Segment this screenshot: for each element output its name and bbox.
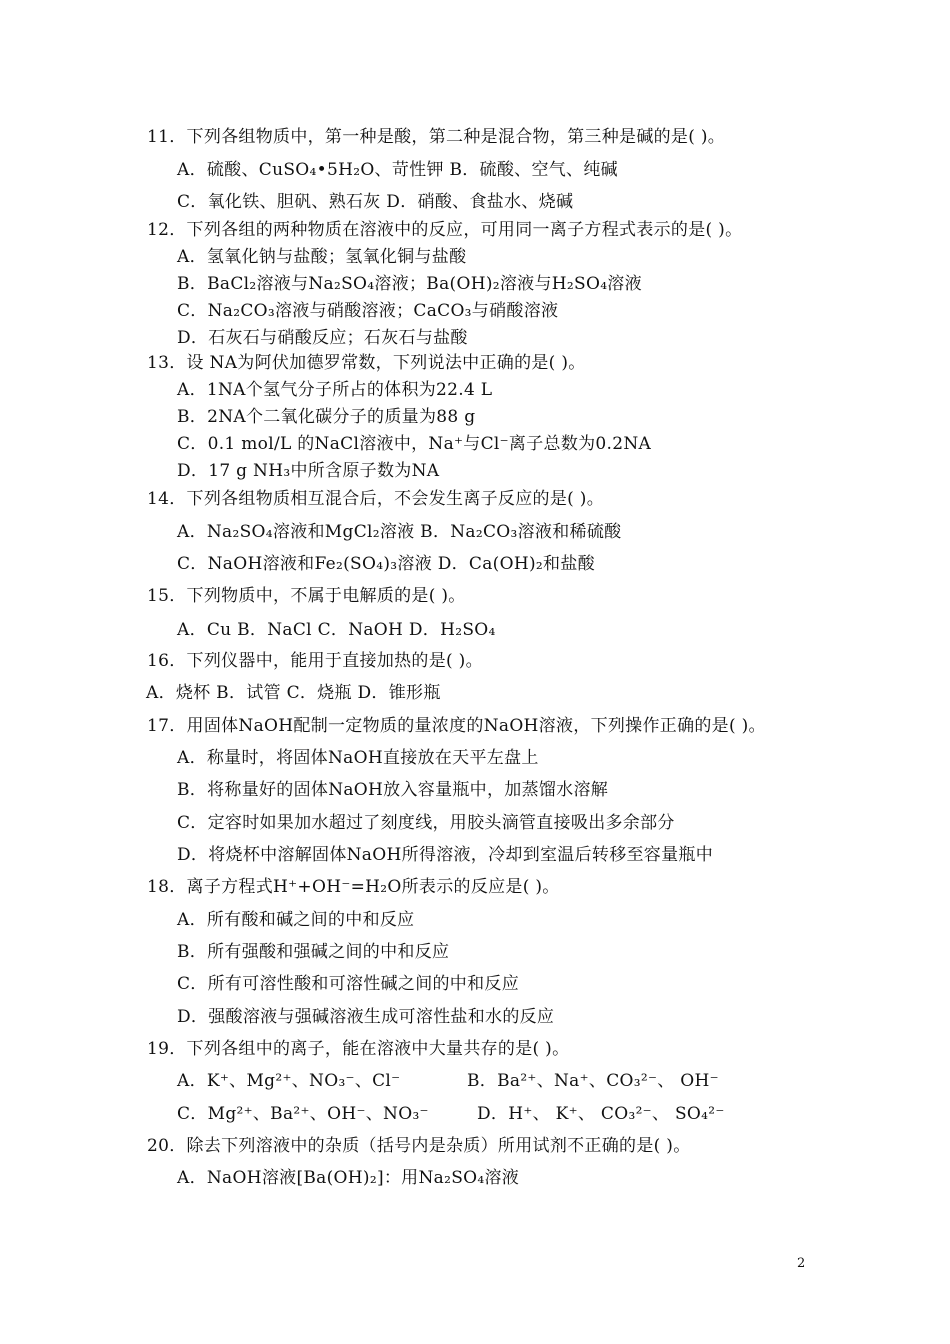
question-15-options: A．Cu B．NaCl C．NaOH D．H₂SO₄ [177,620,496,640]
question-19-option-d: D．H⁺、 K⁺、 CO₃²⁻、 SO₄²⁻ [477,1104,725,1124]
question-14-options-ab: A．Na₂SO₄溶液和MgCl₂溶液 B．Na₂CO₃溶液和稀硫酸 [177,522,622,542]
question-11-options-cd: C．氧化铁、胆矾、熟石灰 D．硝酸、食盐水、烧碱 [177,192,574,212]
question-12-option-b: B．BaCl₂溶液与Na₂SO₄溶液；Ba(OH)₂溶液与H₂SO₄溶液 [177,274,642,294]
question-17-option-a: A．称量时，将固体NaOH直接放在天平左盘上 [177,748,539,768]
question-14-options-cd: C．NaOH溶液和Fe₂(SO₄)₃溶液 D．Ca(OH)₂和盐酸 [177,554,595,574]
question-13-option-d: D．17 g NH₃中所含原子数为NA [177,461,440,481]
question-16-stem: 16．下列仪器中，能用于直接加热的是( )。 [147,651,483,671]
question-12-option-a: A．氢氧化钠与盐酸；氢氧化铜与盐酸 [177,247,467,267]
question-20-option-a: A．NaOH溶液[Ba(OH)₂]：用Na₂SO₄溶液 [177,1168,520,1188]
question-14-stem: 14．下列各组物质相互混合后，不会发生离子反应的是( )。 [147,489,604,509]
question-18-option-d: D．强酸溶液与强碱溶液生成可溶性盐和水的反应 [177,1007,555,1027]
question-11-stem: 11．下列各组物质中，第一种是酸，第二种是混合物，第三种是碱的是( )。 [147,127,726,147]
question-17-option-b: B．将称量好的固体NaOH放入容量瓶中，加蒸馏水溶解 [177,780,609,800]
question-12-option-d: D．石灰石与硝酸反应；石灰石与盐酸 [177,328,468,348]
question-15-stem: 15．下列物质中，不属于电解质的是( )。 [147,586,466,606]
question-16-options: A．烧杯 B．试管 C．烧瓶 D．锥形瓶 [146,683,441,703]
question-12-stem: 12．下列各组的两种物质在溶液中的反应，可用同一离子方程式表示的是( )。 [147,220,743,240]
question-13-option-c: C．0.1 mol/L 的NaCl溶液中，Na⁺与Cl⁻离子总数为0.2NA [177,434,652,454]
question-13-option-a: A．1NA个氢气分子所占的体积为22.4 L [177,380,493,400]
question-17-option-d: D．将烧杯中溶解固体NaOH所得溶液，冷却到室温后转移至容量瓶中 [177,845,714,865]
question-19-option-a: A．K⁺、Mg²⁺、NO₃⁻、Cl⁻ [177,1071,401,1091]
question-17-stem: 17．用固体NaOH配制一定物质的量浓度的NaOH溶液，下列操作正确的是( )。 [147,716,766,736]
question-12-option-c: C．Na₂CO₃溶液与硝酸溶液；CaCO₃与硝酸溶液 [177,301,559,321]
question-18-option-a: A．所有酸和碱之间的中和反应 [177,910,415,930]
question-19-option-c: C．Mg²⁺、Ba²⁺、OH⁻、NO₃⁻ [177,1104,429,1124]
question-18-option-b: B．所有强酸和强碱之间的中和反应 [177,942,450,962]
question-20-stem: 20．除去下列溶液中的杂质（括号内是杂质）所用试剂不正确的是( )。 [147,1136,691,1156]
page-number: 2 [797,1256,806,1271]
question-13-option-b: B．2NA个二氧化碳分子的质量为88 g [177,407,476,427]
question-18-stem: 18．离子方程式H⁺+OH⁻=H₂O所表示的反应是( )。 [147,877,560,897]
question-17-option-c: C．定容时如果加水超过了刻度线，用胶头滴管直接吸出多余部分 [177,813,675,833]
question-19-stem: 19．下列各组中的离子，能在溶液中大量共存的是( )。 [147,1039,570,1059]
question-13-stem: 13．设 NA为阿伏加德罗常数，下列说法中正确的是( )。 [147,353,586,373]
question-18-option-c: C．所有可溶性酸和可溶性碱之间的中和反应 [177,974,520,994]
question-19-option-b: B．Ba²⁺、Na⁺、CO₃²⁻、 OH⁻ [467,1071,719,1091]
question-11-options-ab: A．硫酸、CuSO₄•5H₂O、苛性钾 B．硫酸、空气、纯碱 [177,160,618,180]
